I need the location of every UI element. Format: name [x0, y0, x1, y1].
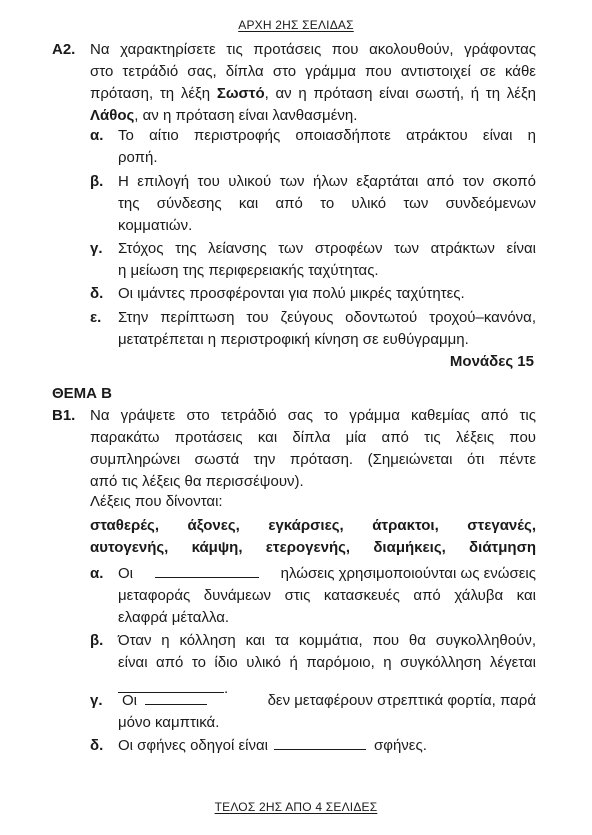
question-a2-label: Α2. [52, 41, 76, 58]
question-b1-label: Β1. [52, 407, 76, 424]
question-a2-intro: Να χαρακτηρίσετε τις προτάσεις που ακολουθούν, γράφοντας στο τετράδιό σας, δίπλα στο γράμμα που αντιστοιχεί σε κάθε πρόταση, τη λέξη Σωστό, αν η πρόταση είναι σωστή, ή τη λέξη Λάθος, αν η πρόταση είναι λανθασμένη. [90, 41, 536, 124]
theme-b-title: ΘΕΜΑ Β [52, 385, 112, 402]
word-wrong: Λάθος [90, 107, 135, 124]
b1-item-b: Όταν η κόλληση και τα κομμάτια, που θα συγκολληθούν, είναι από το ίδιο υλικό ή παρόμοιο, η συγκόλληση λέγεται . [118, 632, 536, 697]
answer-blank-d [274, 736, 366, 750]
page-header: ΑΡΧΗ 2ΗΣ ΣΕΛΙΔΑΣ [238, 18, 354, 32]
a2-marks: Μονάδες 15 [449, 353, 534, 370]
answer-blank-a [155, 564, 259, 578]
a2-item-b: Η επιλογή του υλικού των ήλων εξαρτάται από τον σκοπό της σύνδεσης και από το υλικό των συνδεόμενων κομματιών. [118, 173, 536, 234]
b1-item-c-letter: γ. [90, 692, 103, 709]
a2-item-a: Το αίτιο περιστροφής οποιασδήποτε ατράκτου είναι η ροπή. [118, 127, 536, 166]
a2-item-b-letter: β. [90, 173, 104, 190]
a2-item-a-letter: α. [90, 127, 104, 144]
a2-item-c-letter: γ. [90, 240, 103, 257]
b1-item-b-letter: β. [90, 632, 104, 649]
b1-item-d-letter: δ. [90, 737, 104, 754]
a2-item-e: Στην περίπτωση του ζεύγους οδοντωτού τροχού–κανόνα, μετατρέπεται η περιστροφική κίνηση σε ευθύγραμμη. [118, 309, 536, 348]
a2-item-d: Οι ιμάντες προσφέρονται για πολύ μικρές ταχύτητες. [118, 285, 465, 302]
answer-blank-c [145, 691, 207, 705]
b1-item-a: Οι ηλώσεις χρησιμοποιούνται ως ενώσεις μεταφοράς δυνάμεων στις κατασκευές από χάλυβα και ελαφρά μέταλλα. [118, 565, 536, 626]
a2-item-d-letter: δ. [90, 285, 104, 302]
b1-item-a-letter: α. [90, 565, 104, 582]
given-words: σταθερές, άξονες, εγκάρσιες, άτρακτοι, στεγανές, αυτογενής, κάμψη, ετερογενής, διαμήκεις, διάτμηση [90, 517, 536, 556]
words-label: Λέξεις που δίνονται: [90, 493, 223, 510]
question-b1-intro: Να γράψετε στο τετράδιό σας το γράμμα καθεμίας από τις παρακάτω προτάσεις και δίπλα μία από τις λέξεις που συμπληρώνει σωστά την πρόταση. (Σημειώνεται ότι πέντε από τις λέξεις θα περισσέψουν). [90, 407, 536, 490]
b1-item-c: Οι δεν μεταφέρουν στρεπτικά φορτία, παρά μόνο καμπτικά. [118, 692, 536, 731]
page-footer: ΤΕΛΟΣ 2ΗΣ ΑΠΟ 4 ΣΕΛΙΔΕΣ [214, 800, 378, 814]
b1-item-d: Οι σφήνες οδηγοί είναι σφήνες. [118, 737, 427, 754]
word-correct: Σωστό [216, 85, 265, 102]
a2-item-c: Στόχος της λείανσης των στροφέων των ατράκτων είναι η μείωση της περιφερειακής ταχύτητας. [118, 240, 536, 279]
a2-item-e-letter: ε. [90, 309, 102, 326]
